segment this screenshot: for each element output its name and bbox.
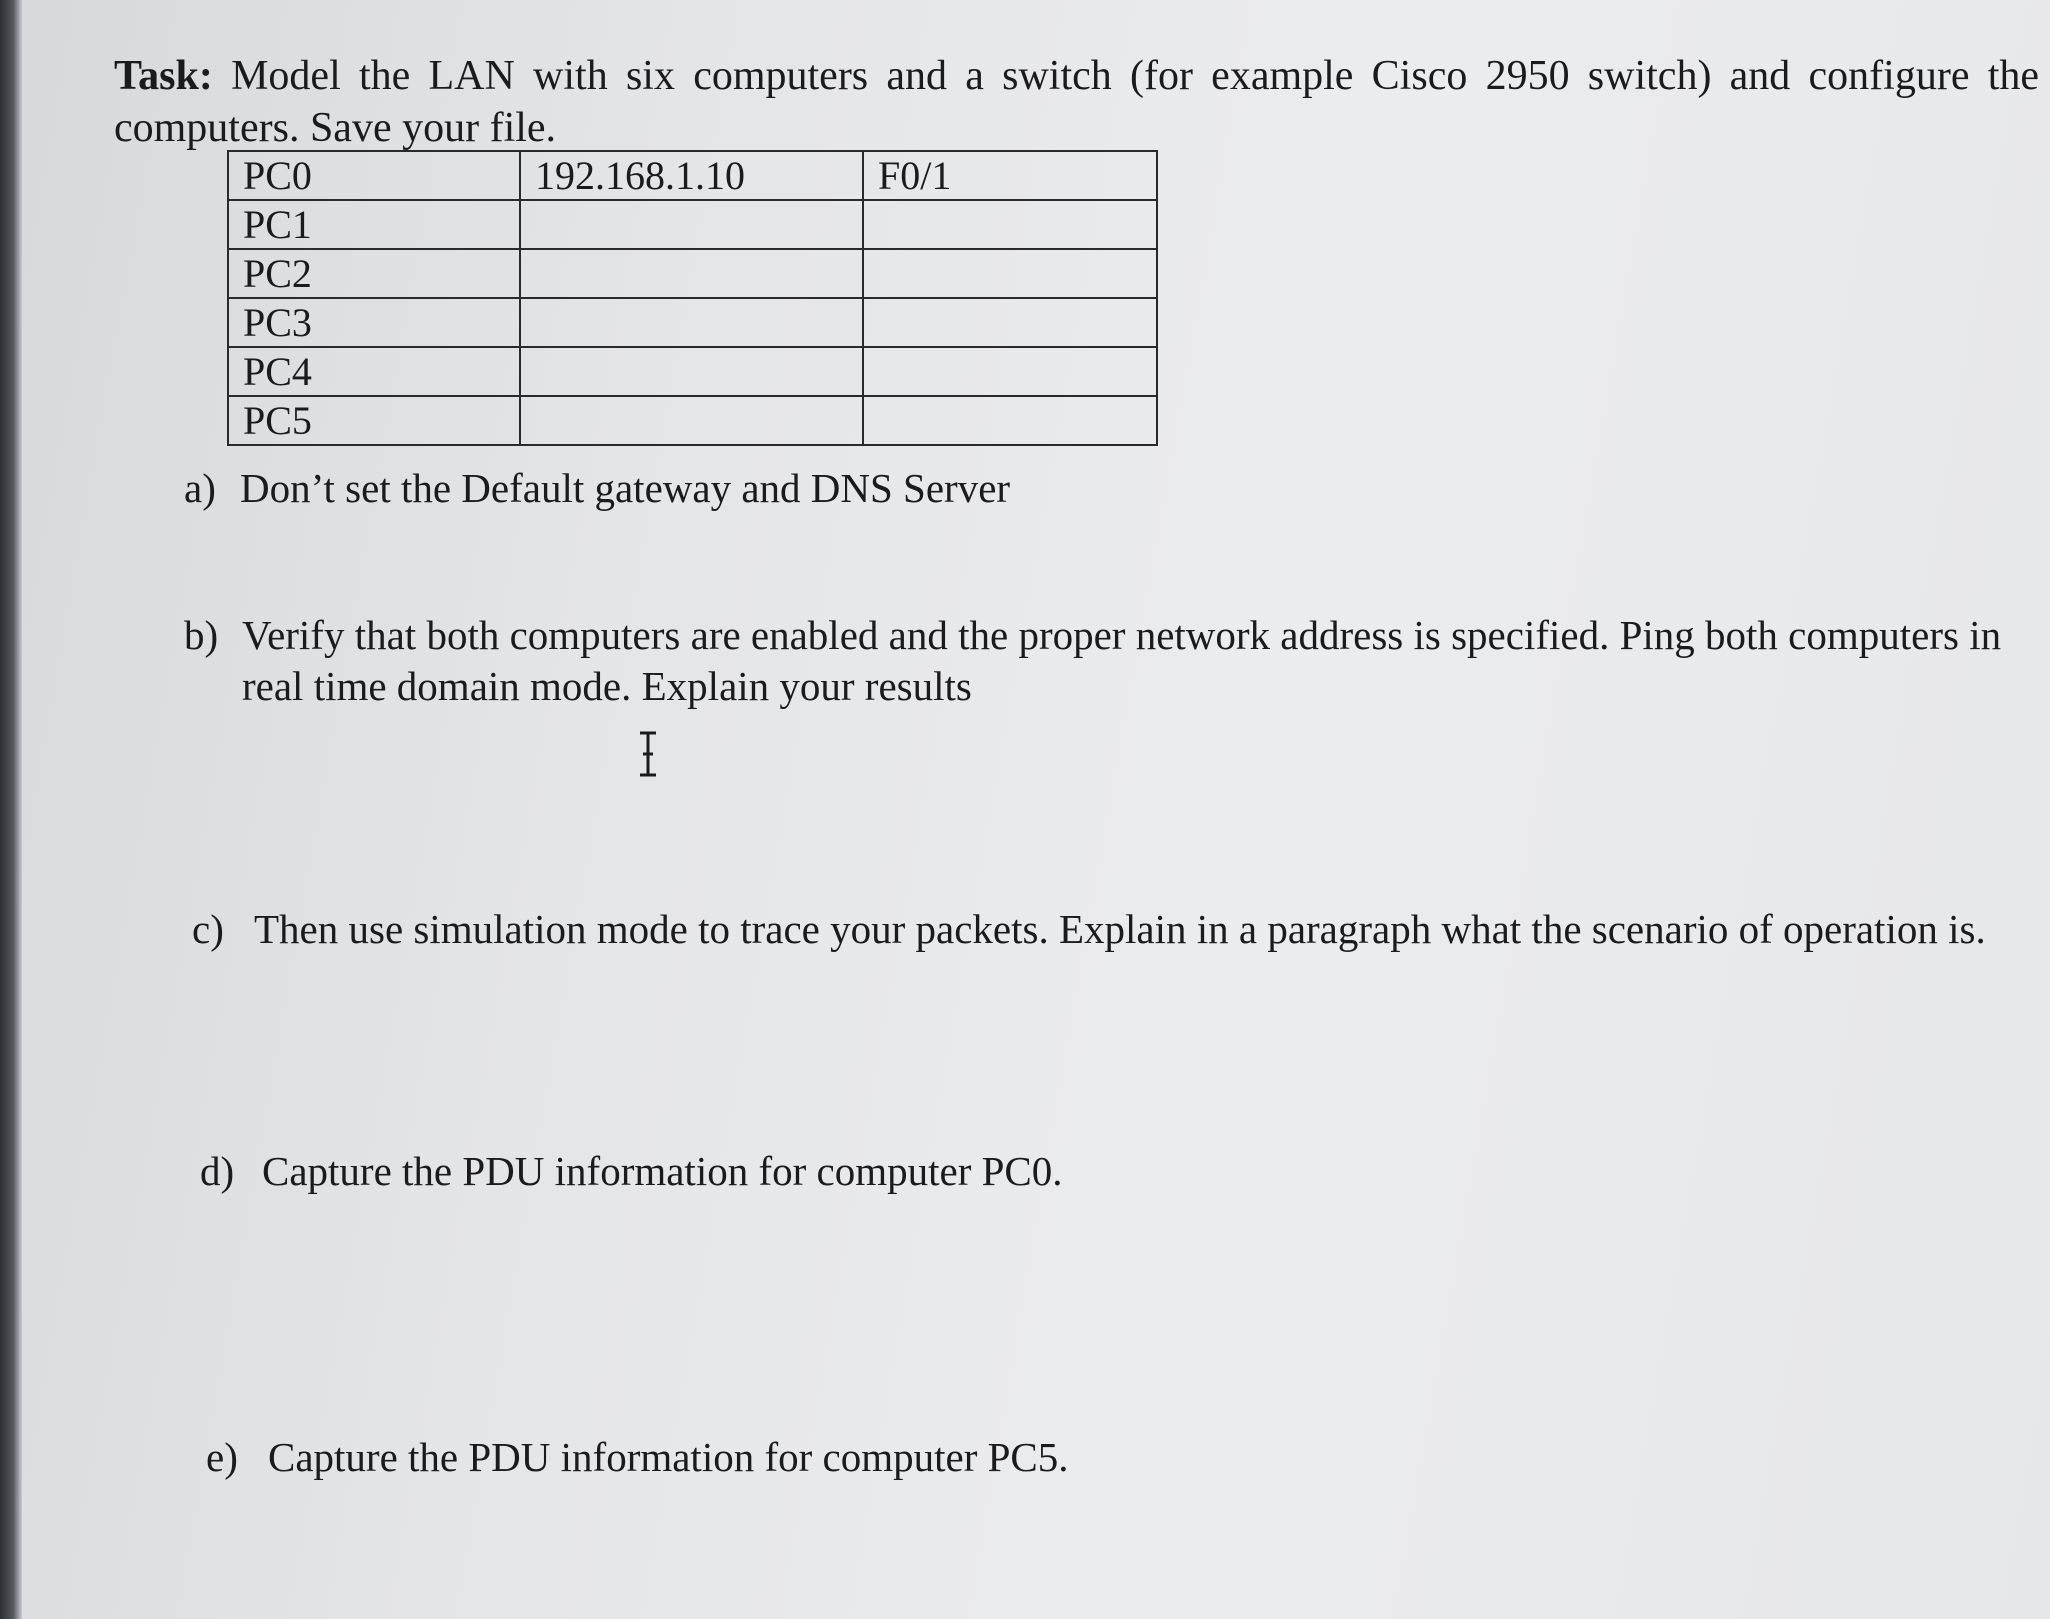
table-row: [228, 151, 1157, 200]
table-cell-ip: [520, 396, 863, 445]
table-cell-pc: PC3: [228, 298, 520, 347]
task-item-b: [184, 610, 2042, 720]
item-text: Verify that both computers are enabled and the proper network address is specified. Ping both computers in real time domain mode. Explain your results: [242, 612, 2002, 709]
table-row: [228, 347, 1157, 396]
item-label: d): [200, 1148, 235, 1194]
table-cell-ip: [520, 298, 863, 347]
table-cell-pc: PC2: [228, 249, 520, 298]
task-item-a: [184, 463, 1584, 515]
item-label: e): [206, 1434, 238, 1480]
task-item-d: [200, 1146, 1600, 1198]
item-text: Capture the PDU information for computer PC0.: [262, 1148, 1063, 1194]
screen-edge: [0, 0, 22, 1619]
item-text: Capture the PDU information for computer PC5.: [268, 1434, 1069, 1480]
table-cell-ip: [520, 347, 863, 396]
item-text: Then use simulation mode to trace your packets. Explain in a paragraph what the scenario of operation is.: [254, 906, 1986, 952]
table-cell-ip: [520, 249, 863, 298]
table-cell-ip: 192.168.1.10: [520, 151, 863, 200]
table-row: [228, 396, 1157, 445]
task-label: Task:: [114, 53, 213, 99]
table-row: [228, 249, 1157, 298]
task-paragraph: [114, 50, 2039, 154]
table-cell-port: [863, 249, 1157, 298]
item-label: c): [192, 906, 224, 952]
task-item-c: [192, 904, 2042, 1014]
pc-config-table: [227, 150, 1158, 446]
table-cell-pc: PC1: [228, 200, 520, 249]
item-text: Don’t set the Default gateway and DNS Server: [240, 465, 1011, 511]
text-cursor-icon: [636, 730, 660, 778]
table-cell-pc: PC4: [228, 347, 520, 396]
table-cell-ip: [520, 200, 863, 249]
task-text: Model the LAN with six computers and a switch (for example Cisco 2950 switch) and configure the computers. Save your file.: [114, 53, 2039, 151]
document-page: [22, 0, 2050, 1619]
item-label: b): [184, 612, 219, 658]
item-label: a): [184, 465, 216, 511]
table-cell-port: [863, 200, 1157, 249]
table-cell-port: F0/1: [863, 151, 1157, 200]
table-cell-port: [863, 298, 1157, 347]
table-cell-port: [863, 396, 1157, 445]
task-item-e: [206, 1432, 1606, 1484]
table-cell-pc: PC0: [228, 151, 520, 200]
table-cell-pc: PC5: [228, 396, 520, 445]
table-row: [228, 200, 1157, 249]
table-row: [228, 298, 1157, 347]
table-cell-port: [863, 347, 1157, 396]
